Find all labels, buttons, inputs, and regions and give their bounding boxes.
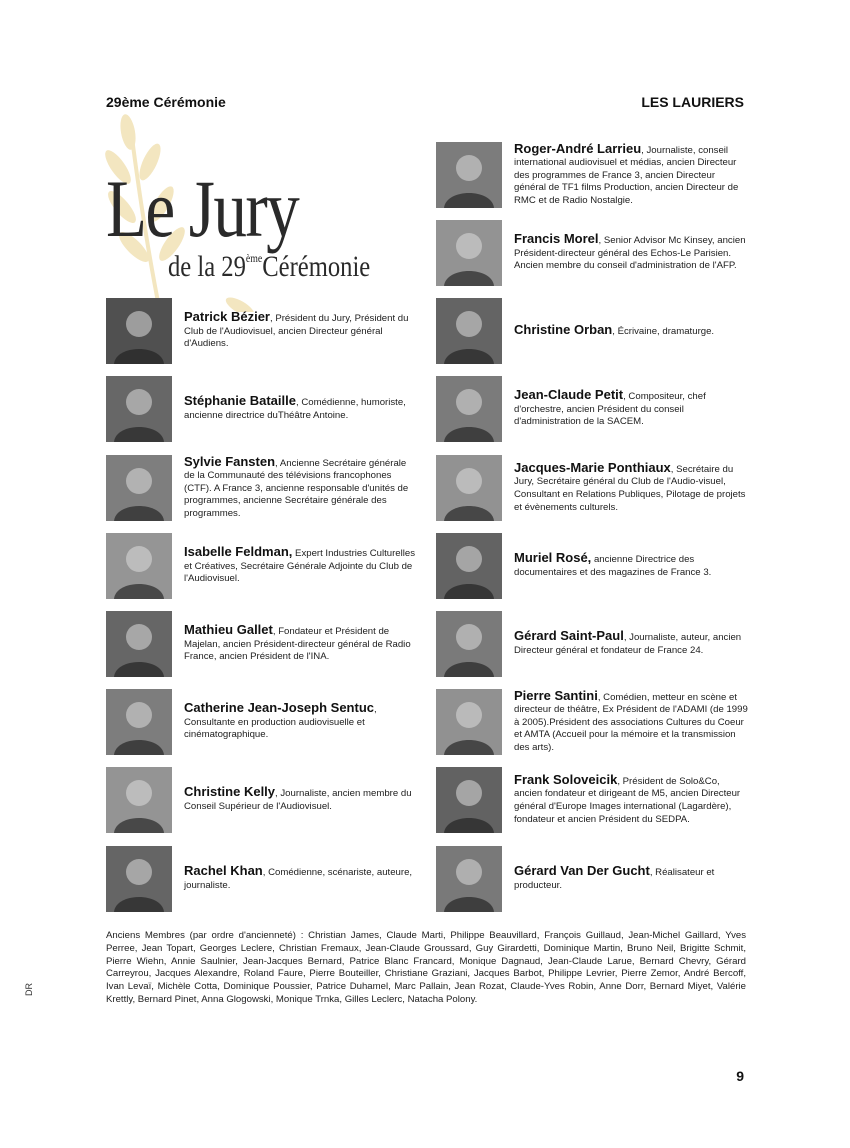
jury-member [436, 689, 748, 755]
jury-member [436, 455, 748, 521]
member-description: , Consultante en production audiovisuelle et cinématographique. [184, 704, 377, 741]
member-description: , Compositeur, chef d'orchestre, ancien Président du conseil d'administration de la SACEM. [514, 391, 706, 428]
member-info [184, 453, 418, 521]
portrait-photo [106, 533, 172, 599]
member-name: Gérard Saint-Paul [514, 628, 624, 644]
portrait-photo [436, 220, 502, 286]
portrait-photo [436, 611, 502, 677]
portrait-photo [106, 455, 172, 521]
portrait-silhouette [106, 611, 172, 677]
member-info [184, 311, 418, 351]
portrait-silhouette [106, 455, 172, 521]
member-name: Sylvie Fansten [184, 453, 276, 469]
member-name: Gérard Van Der Gucht [514, 863, 650, 879]
portrait-silhouette [436, 376, 502, 442]
subtitle-pre: de la 29 [168, 250, 246, 283]
member-name: Muriel Rosé, [514, 550, 592, 566]
member-description: , Secrétaire du Jury, Secrétaire général du Club de l'Audio-visuel, Consultant en Relations Publiques, Pilotage de projets et évènements culturels. [514, 463, 746, 513]
portrait-photo [106, 767, 172, 833]
member-name: Patrick Bézier [184, 309, 270, 325]
member-description: , Fondateur et Président de Majelan, ancien Président-directeur général de Radio France, ancien Président de l'INA. [184, 626, 411, 663]
member-info [184, 786, 418, 813]
portrait-photo [436, 376, 502, 442]
portrait-photo [106, 298, 172, 364]
portrait-silhouette [436, 846, 502, 912]
member-description: , Président de Solo&Co, ancien fondateur et dirigeant de M5, ancien Directeur général d'Europe Images international (Lagardère), fondateur et ancien Président du SEDPA. [514, 775, 741, 825]
member-description: , Écrivaine, dramaturge. [612, 325, 715, 337]
portrait-silhouette [106, 298, 172, 364]
portrait-photo [436, 689, 502, 755]
jury-member [106, 846, 418, 912]
member-info [514, 687, 748, 755]
member-description: , Comédien, metteur en scène et directeur de théâtre, Ex Président de l'ADAMI (de 1999 à 2005).Président des associations Cultures du Coeur et AMTA (Accueil pour la mémoire et la transmission des arts). [514, 691, 748, 753]
portrait-silhouette [436, 689, 502, 755]
portrait-silhouette [436, 220, 502, 286]
portrait-silhouette [436, 455, 502, 521]
member-info [184, 624, 418, 664]
jury-member [106, 611, 418, 677]
former-members-text: Anciens Membres (par ordre d'ancienneté) : Christian James, Claude Marti, Philippe Beauvillard, François Guillaud, Jean-Michel Gaillard, Yves Perree, Jean Topart, Georges Leclere, Christian Fremaux, Jean-Claude Groussard, Guy Girardetti, Dominique Martin, Bruno Neil, Brigitte Schmit, Pierre Wiehn, Annie Saulnier, Jean-Jacques Bernard, Patrice Blanc Francard, Monique Dagnaud, Jean-Claude Larue, Bernard Chevry, Gérard Carreyrou, Jacques Alexandre, Roland Faure, Pierre Bouteiller, Christiane Graziani, Jacques Barbot, Philippe Levrier, Pierre Zemor, André Bercoff, Ivan Levaï, Michèle Cotta, Dominique Poussier, Patrice Duhamel, Marc Pallain, Jean Rozat, Claude-Yves Robin, Anne Dorr, Bernard Miyet, Valérie Krettly, Bernard Pinet, Anna Glogowski, Monique Trnka, Gilles Leclerc, Natacha Polony. [106, 930, 746, 1005]
portrait-silhouette [436, 142, 502, 208]
member-description: Expert Industries Culturelles et Créatives, Secrétaire Générale Adjointe du Club de l'Audiovisuel. [184, 548, 416, 585]
header-right: LES LAURIERS [641, 94, 744, 110]
page-number: 9 [736, 1068, 744, 1084]
member-name: Jean-Claude Petit [514, 387, 624, 403]
member-description: , Ancienne Secrétaire générale de la Communauté des télévisions francophones (CTF). A France 3, ancienne responsable d'unités de programmes, ancienne Secrétaire générale des programmes. [184, 457, 409, 519]
jury-member [106, 689, 418, 755]
jury-member [436, 142, 748, 208]
member-name: Roger-André Larrieu [514, 140, 642, 156]
page-subtitle [168, 252, 370, 282]
member-name: Christine Orban [514, 321, 613, 337]
member-name: Mathieu Gallet [184, 622, 273, 638]
member-name: Francis Morel [514, 231, 599, 247]
member-name: Jacques-Marie Ponthiaux [514, 459, 671, 475]
portrait-silhouette [106, 689, 172, 755]
jury-member [106, 767, 418, 833]
portrait-silhouette [436, 611, 502, 677]
portrait-silhouette [436, 298, 502, 364]
member-info [184, 865, 418, 892]
portrait-photo [436, 533, 502, 599]
member-name: Rachel Khan [184, 863, 263, 879]
portrait-photo [106, 689, 172, 755]
subtitle-sup: ème [245, 251, 263, 265]
member-description: , Président du Jury, Président du Club de l'Audiovisuel, ancien Directeur général d'Audiens. [184, 313, 409, 350]
portrait-silhouette [106, 376, 172, 442]
member-description: , Journaliste, auteur, ancien Directeur général et fondateur de France 24. [514, 632, 742, 656]
member-info [514, 233, 748, 273]
member-name: Stéphanie Bataille [184, 393, 296, 409]
jury-member [106, 298, 418, 364]
member-description: , Journaliste, ancien membre du Conseil Supérieur de l'Audiovisuel. [184, 788, 412, 812]
page-title: Le Jury [106, 163, 299, 254]
portrait-silhouette [106, 533, 172, 599]
member-name: Catherine Jean-Joseph Sentuc [184, 700, 374, 716]
jury-member [436, 376, 748, 442]
member-description: , Senior Advisor Mc Kinsey, ancien Président-directeur général des Echos-Le Parisien. Ancien membre du conseil d'administration de l'AFP. [514, 235, 746, 272]
portrait-photo [436, 455, 502, 521]
member-name: Christine Kelly [184, 784, 276, 800]
portrait-photo [436, 846, 502, 912]
member-description: , Journaliste, conseil international audiovisuel et médias, ancien Directeur des programmes de France 3, ancien Directeur général de TF1 films Production, ancien Directeur de RMC et de Radio Nostalgie. [514, 144, 739, 206]
portrait-silhouette [106, 767, 172, 833]
jury-member [436, 298, 748, 364]
member-info [184, 546, 418, 586]
member-description: , Comédienne, humoriste, ancienne directrice duThéâtre Antoine. [184, 397, 406, 421]
member-description: , Comédienne, scénariste, auteure, journaliste. [184, 867, 413, 891]
portrait-photo [436, 767, 502, 833]
photo-credit: DR [24, 983, 34, 996]
member-name: Isabelle Feldman, [184, 544, 293, 560]
header-left: 29ème Cérémonie [106, 94, 226, 110]
member-info [514, 321, 715, 339]
jury-member [106, 533, 418, 599]
subtitle-post: Cérémonie [262, 250, 371, 283]
jury-member [436, 846, 748, 912]
portrait-photo [436, 298, 502, 364]
member-info [184, 395, 418, 422]
portrait-silhouette [106, 846, 172, 912]
portrait-photo [436, 142, 502, 208]
member-description: , Réalisateur et producteur. [514, 867, 715, 891]
member-description: ancienne Directrice des documentaires et des magazines de France 3. [514, 554, 712, 578]
member-info [184, 702, 418, 742]
jury-member [106, 455, 418, 521]
member-name: Frank Soloveicik [514, 771, 618, 787]
jury-member [436, 220, 748, 286]
jury-member [436, 767, 748, 833]
jury-member [106, 376, 418, 442]
member-info [514, 459, 748, 514]
portrait-photo [106, 376, 172, 442]
portrait-silhouette [436, 533, 502, 599]
member-info [514, 771, 748, 826]
member-info [514, 140, 748, 208]
member-info [514, 552, 748, 579]
member-info [514, 389, 748, 429]
member-name: Pierre Santini [514, 687, 598, 703]
portrait-photo [106, 846, 172, 912]
portrait-photo [106, 611, 172, 677]
portrait-silhouette [436, 767, 502, 833]
member-info [514, 865, 748, 892]
jury-member [436, 533, 748, 599]
jury-member [436, 611, 748, 677]
member-info [514, 630, 748, 657]
